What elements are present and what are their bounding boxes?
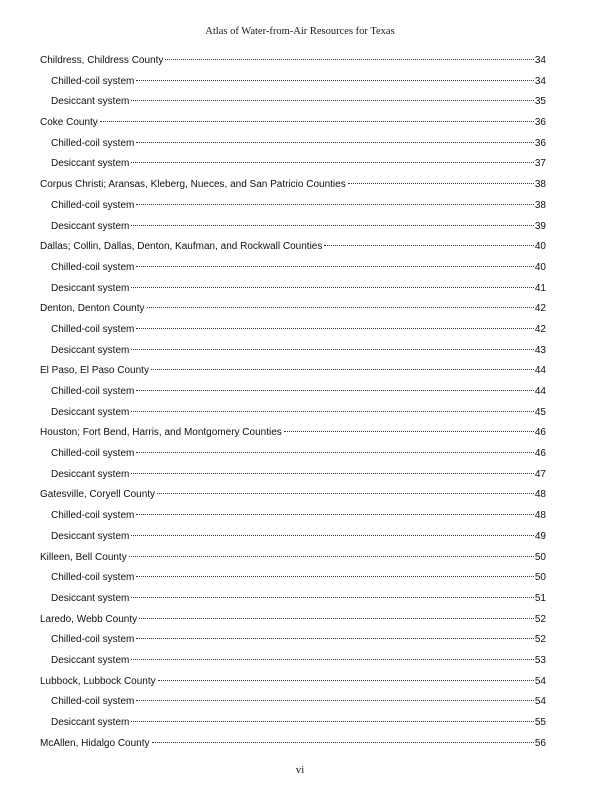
- toc-subentry[interactable]: [40, 506, 546, 527]
- toc-entry-title: Chilled-coil system: [51, 137, 135, 149]
- toc-entry-title: Chilled-coil system: [51, 261, 135, 273]
- toc-entry-title: Lubbock, Lubbock County: [40, 675, 156, 687]
- toc-entry-page: 38: [534, 179, 546, 191]
- dot-leader: [100, 121, 534, 122]
- dot-leader: [131, 473, 534, 474]
- toc-entry-title: Dallas; Collin, Dallas, Denton, Kaufman, and Rockwall Counties: [40, 241, 323, 253]
- toc-entry-title: Desiccant system: [51, 592, 130, 604]
- toc-entry-page: 53: [534, 654, 546, 666]
- toc-subentry[interactable]: [40, 651, 546, 672]
- dot-leader: [131, 100, 534, 101]
- toc-subentry[interactable]: [40, 630, 546, 651]
- toc-entry-page: 37: [534, 158, 546, 170]
- table-of-contents: [40, 51, 546, 754]
- toc-entry-page: 49: [534, 530, 546, 542]
- toc-entry-title: Chilled-coil system: [51, 75, 135, 87]
- toc-entry-page: 45: [534, 406, 546, 418]
- toc-entry-title: Desiccant system: [51, 220, 130, 232]
- dot-leader: [139, 618, 534, 619]
- toc-entry-title: Desiccant system: [51, 344, 130, 356]
- toc-entry[interactable]: [40, 299, 546, 320]
- toc-entry-page: 43: [534, 344, 546, 356]
- toc-subentry[interactable]: [40, 92, 546, 113]
- dot-leader: [136, 638, 534, 639]
- dot-leader: [131, 287, 534, 288]
- dot-leader: [136, 204, 534, 205]
- page-number: vi: [295, 764, 305, 776]
- toc-subentry[interactable]: [40, 589, 546, 610]
- toc-entry[interactable]: [40, 610, 546, 631]
- toc-entry-page: 52: [534, 634, 546, 646]
- toc-entry-page: 44: [534, 365, 546, 377]
- toc-entry[interactable]: [40, 361, 546, 382]
- toc-entry-title: Chilled-coil system: [51, 323, 135, 335]
- toc-entry-page: 50: [534, 572, 546, 584]
- toc-entry-page: 51: [534, 592, 546, 604]
- dot-leader: [131, 659, 534, 660]
- running-header: Atlas of Water-from-Air Resources for Texas: [205, 26, 395, 37]
- toc-entry[interactable]: [40, 51, 546, 72]
- toc-subentry[interactable]: [40, 258, 546, 279]
- toc-entry-title: Desiccant system: [51, 406, 130, 418]
- toc-entry[interactable]: [40, 734, 546, 755]
- dot-leader: [147, 307, 534, 308]
- dot-leader: [131, 349, 534, 350]
- dot-leader: [136, 328, 534, 329]
- toc-entry-page: 36: [534, 117, 546, 129]
- dot-leader: [131, 162, 534, 163]
- toc-entry-page: 46: [534, 448, 546, 460]
- toc-subentry[interactable]: [40, 196, 546, 217]
- toc-entry-page: 44: [534, 386, 546, 397]
- toc-entry-title: Desiccant system: [51, 468, 130, 480]
- dot-leader: [129, 556, 534, 557]
- toc-entry-page: 56: [534, 737, 546, 749]
- dot-leader: [136, 452, 534, 453]
- dot-leader: [131, 225, 534, 226]
- dot-leader: [348, 183, 534, 184]
- toc-entry-title: Chilled-coil system: [51, 572, 135, 584]
- toc-entry-page: 41: [534, 282, 546, 294]
- toc-entry-page: 36: [534, 137, 546, 149]
- dot-leader: [324, 245, 534, 246]
- dot-leader: [131, 535, 534, 536]
- toc-entry-title: Chilled-coil system: [51, 696, 135, 708]
- toc-entry-page: 54: [534, 696, 546, 708]
- toc-entry-page: 34: [534, 55, 546, 66]
- toc-entry-title: McAllen, Hidalgo County: [40, 737, 150, 749]
- toc-entry-title: Desiccant system: [51, 158, 130, 170]
- toc-entry-title: Killeen, Bell County: [40, 551, 127, 563]
- toc-entry-page: 52: [534, 613, 546, 625]
- toc-entry-page: 48: [534, 510, 546, 522]
- dot-leader: [136, 80, 534, 81]
- toc-entry-title: Desiccant system: [51, 654, 130, 666]
- toc-entry-page: 38: [534, 199, 546, 211]
- toc-entry[interactable]: [40, 423, 546, 444]
- dot-leader: [136, 266, 534, 267]
- toc-entry-page: 40: [534, 241, 546, 253]
- dot-leader: [152, 742, 534, 743]
- toc-entry-title: Chilled-coil system: [51, 386, 135, 397]
- toc-subentry[interactable]: [40, 403, 546, 424]
- dot-leader: [131, 721, 534, 722]
- toc-entry[interactable]: [40, 548, 546, 569]
- toc-entry-page: 40: [534, 261, 546, 273]
- toc-entry-title: Chilled-coil system: [51, 510, 135, 522]
- toc-subentry[interactable]: [40, 713, 546, 734]
- toc-entry-title: Chilled-coil system: [51, 634, 135, 646]
- toc-entry-page: 47: [534, 468, 546, 480]
- toc-entry-page: 48: [534, 489, 546, 501]
- dot-leader: [136, 514, 534, 515]
- toc-entry-page: 34: [534, 75, 546, 87]
- toc-entry-page: 42: [534, 303, 546, 315]
- toc-entry-page: 54: [534, 675, 546, 687]
- toc-entry-page: 55: [534, 717, 546, 728]
- toc-entry[interactable]: [40, 237, 546, 258]
- dot-leader: [165, 59, 533, 60]
- toc-subentry[interactable]: [40, 444, 546, 465]
- toc-entry-title: Chilled-coil system: [51, 448, 135, 460]
- toc-entry[interactable]: [40, 175, 546, 196]
- toc-entry-title: Chilled-coil system: [51, 199, 135, 211]
- dot-leader: [158, 680, 534, 681]
- toc-entry-title: El Paso, El Paso County: [40, 365, 149, 377]
- toc-entry-title: Desiccant system: [51, 96, 130, 108]
- toc-subentry[interactable]: [40, 527, 546, 548]
- toc-entry-title: Childress, Childress County: [40, 55, 164, 66]
- dot-leader: [131, 597, 534, 598]
- toc-subentry[interactable]: [40, 279, 546, 300]
- toc-entry-title: Desiccant system: [51, 717, 130, 728]
- toc-entry-title: Denton, Denton County: [40, 303, 145, 315]
- dot-leader: [136, 576, 534, 577]
- toc-entry[interactable]: [40, 113, 546, 134]
- dot-leader: [136, 390, 534, 391]
- toc-entry-title: Laredo, Webb County: [40, 613, 138, 625]
- toc-entry[interactable]: [40, 485, 546, 506]
- toc-entry-title: Gatesville, Coryell County: [40, 489, 156, 501]
- toc-subentry[interactable]: [40, 154, 546, 175]
- toc-entry-title: Desiccant system: [51, 530, 130, 542]
- toc-entry-page: 39: [534, 220, 546, 232]
- dot-leader: [136, 142, 534, 143]
- toc-subentry[interactable]: [40, 692, 546, 713]
- toc-subentry[interactable]: [40, 320, 546, 341]
- toc-entry-title: Houston; Fort Bend, Harris, and Montgomery Counties: [40, 427, 282, 439]
- toc-entry-title: Coke County: [40, 117, 98, 129]
- toc-entry-page: 42: [534, 323, 546, 335]
- toc-subentry[interactable]: [40, 568, 546, 589]
- dot-leader: [131, 411, 534, 412]
- dot-leader: [151, 369, 534, 370]
- toc-entry-title: Corpus Christi; Aransas, Kleberg, Nueces, and San Patricio Counties: [40, 179, 346, 191]
- toc-subentry[interactable]: [40, 465, 546, 486]
- toc-subentry[interactable]: [40, 134, 546, 155]
- dot-leader: [157, 493, 534, 494]
- dot-leader: [136, 700, 534, 701]
- toc-subentry[interactable]: [40, 72, 546, 93]
- toc-subentry[interactable]: [40, 341, 546, 362]
- toc-entry-page: 46: [534, 427, 546, 439]
- toc-subentry[interactable]: [40, 217, 546, 238]
- toc-subentry[interactable]: [40, 382, 546, 403]
- toc-entry-page: 35: [534, 96, 546, 108]
- toc-entry[interactable]: [40, 672, 546, 693]
- toc-entry-page: 50: [534, 551, 546, 563]
- toc-entry-title: Desiccant system: [51, 282, 130, 294]
- dot-leader: [284, 431, 534, 432]
